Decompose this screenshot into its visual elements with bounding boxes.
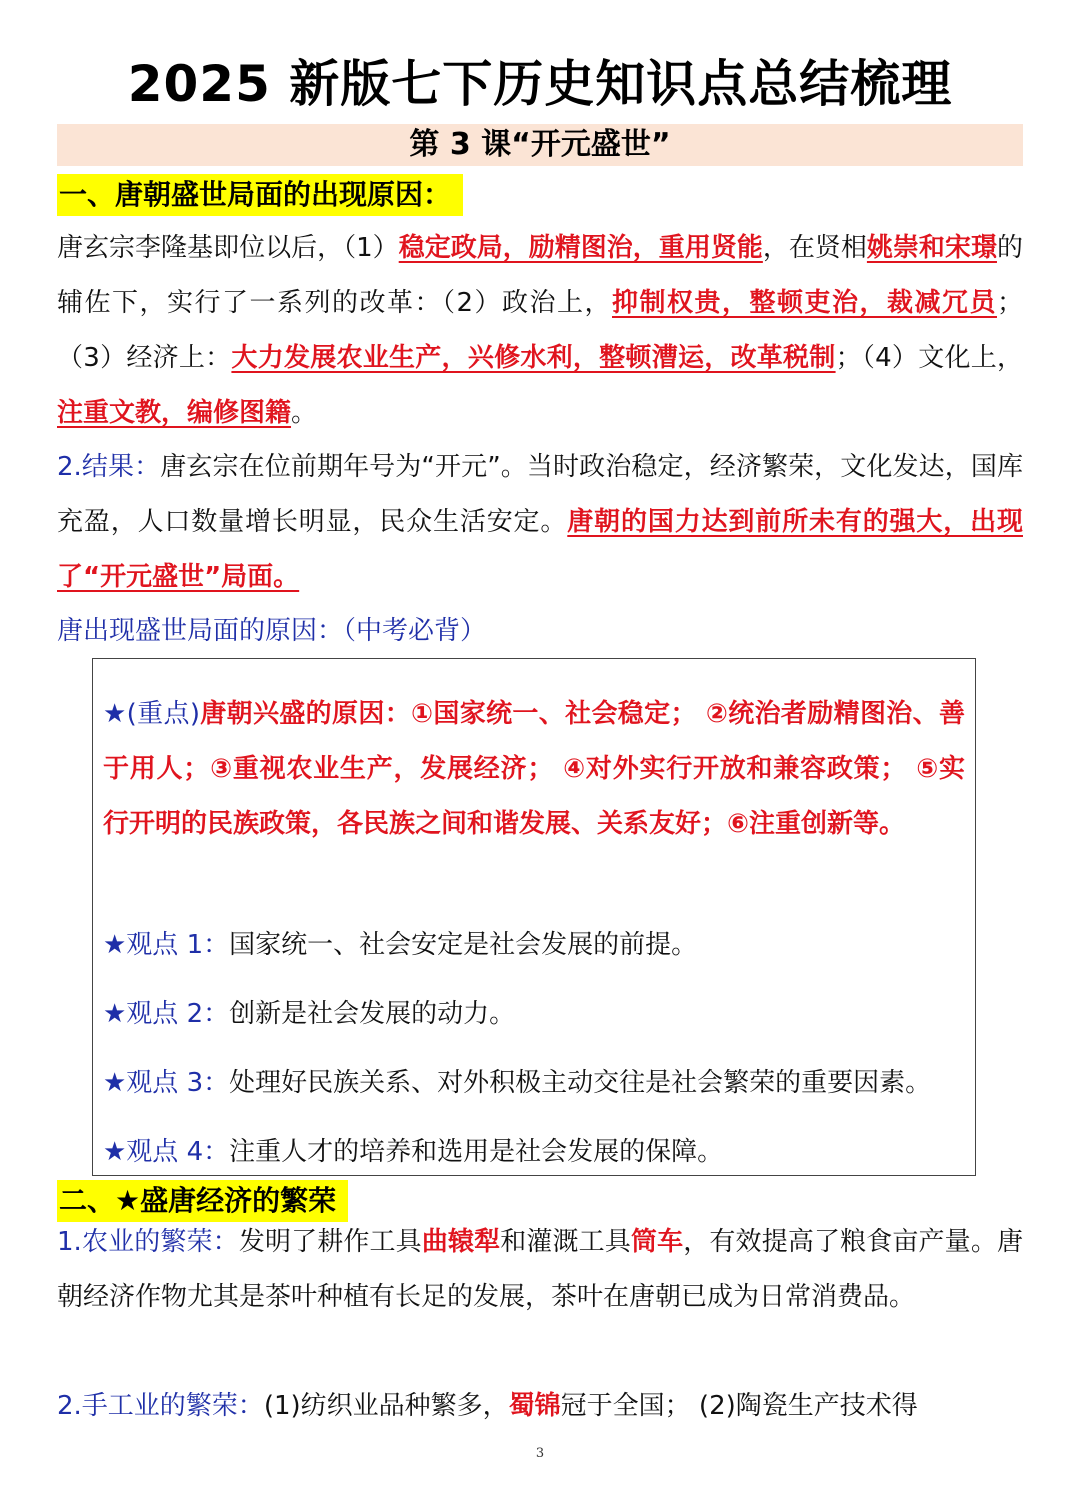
lesson-title-bar: 第 3 课“开元盛世” [57, 124, 1023, 166]
viewpoint-label: ★观点 4： [103, 1137, 230, 1167]
viewpoint-1 [103, 927, 697, 963]
viewpoint-label: ★观点 3： [103, 1068, 230, 1098]
key-point: 唐朝的国力达到前所未有的强大，出现了“开元盛世”局面。 [57, 507, 1023, 592]
text: ，在贤相 [762, 233, 867, 263]
viewpoint-2 [103, 996, 515, 1032]
key-points-box [92, 658, 976, 1176]
key-prefix: ★(重点) [103, 699, 200, 729]
text: ，有效提高了粮食亩产量。唐朝经济作物尤其是茶叶种植有长足的发展，茶叶在唐朝已成为日常消费品。 [57, 1227, 1023, 1312]
viewpoint-label: ★观点 2： [103, 999, 230, 1029]
section2-paragraph-handicraft [57, 1379, 1023, 1434]
viewpoint-text: 注重人才的培养和选用是社会发展的保障。 [229, 1137, 724, 1167]
key-reasons [103, 687, 965, 852]
page-title: 2025 新版七下历史知识点总结梳理 [127, 55, 953, 113]
text: 和灌溉工具 [500, 1227, 631, 1257]
text: 的辅佐下，实行了一系列的改革：（2）政治上， [57, 233, 1023, 318]
text: (1)纺织业品种繁多， [263, 1391, 509, 1421]
text: 冠于全国； (2)陶瓷生产技术得 [560, 1391, 918, 1421]
section2-paragraph-agriculture [57, 1215, 1023, 1325]
section2-heading: 二、★盛唐经济的繁荣 [57, 1180, 348, 1222]
key-point: 抑制权贵，整顿吏治，裁减冗员 [612, 288, 997, 318]
text: 唐玄宗李隆基即位以后，（1） [57, 233, 399, 263]
viewpoint-4 [103, 1134, 723, 1170]
key-point: 大力发展农业生产，兴修水利，整顿漕运，改革税制 [231, 343, 836, 373]
handicraft-label: 2.手工业的繁荣： [57, 1391, 264, 1421]
result-label: 2.结果： [57, 452, 161, 482]
key-term: 蜀锦 [508, 1391, 561, 1421]
key-term: 曲辕犁 [421, 1227, 501, 1257]
section1-paragraph-result [57, 440, 1023, 605]
text: ；（4）文化上， [835, 343, 1023, 373]
text: 。 [291, 398, 318, 428]
text: 发明了耕作工具 [238, 1227, 422, 1257]
key-term: 筒车 [630, 1227, 684, 1257]
viewpoint-text: 国家统一、社会安定是社会发展的前提。 [229, 930, 698, 960]
viewpoint-text: 创新是社会发展的动力。 [229, 999, 516, 1029]
viewpoint-label: ★观点 1： [103, 930, 230, 960]
exam-note: 唐出现盛世局面的原因：（中考必背） [57, 616, 487, 646]
viewpoint-3 [103, 1065, 931, 1101]
key-reasons-text: 唐朝兴盛的原因：①国家统一、社会稳定； ②统治者励精图治、善于用人；③重视农业生产，发展经济； ④对外实行开放和兼容政策； ⑤实行开明的民族政策，各民族之间和谐发展、关系友好；⑥注重创新等。 [103, 699, 965, 839]
key-point: 稳定政局，励精图治，重用贤能 [398, 233, 763, 263]
key-point: 姚崇和宋璟 [866, 233, 997, 263]
section1-heading: 一、唐朝盛世局面的出现原因： [57, 174, 463, 216]
page-number: 3 [535, 1446, 545, 1461]
text: ； （3）经济上： [57, 288, 1023, 373]
section1-paragraph-reasons [57, 221, 1023, 441]
key-point: 注重文教，编修图籍 [57, 398, 292, 428]
agriculture-label: 1.农业的繁荣： [57, 1227, 239, 1257]
viewpoint-text: 处理好民族关系、对外积极主动交往是社会繁荣的重要因素。 [229, 1068, 932, 1098]
text: 唐玄宗在位前期年号为“开元”。当时政治稳定，经济繁荣，文化发达，国库充盈，人口数量增长明显，民众生活安定。 [57, 452, 1023, 537]
